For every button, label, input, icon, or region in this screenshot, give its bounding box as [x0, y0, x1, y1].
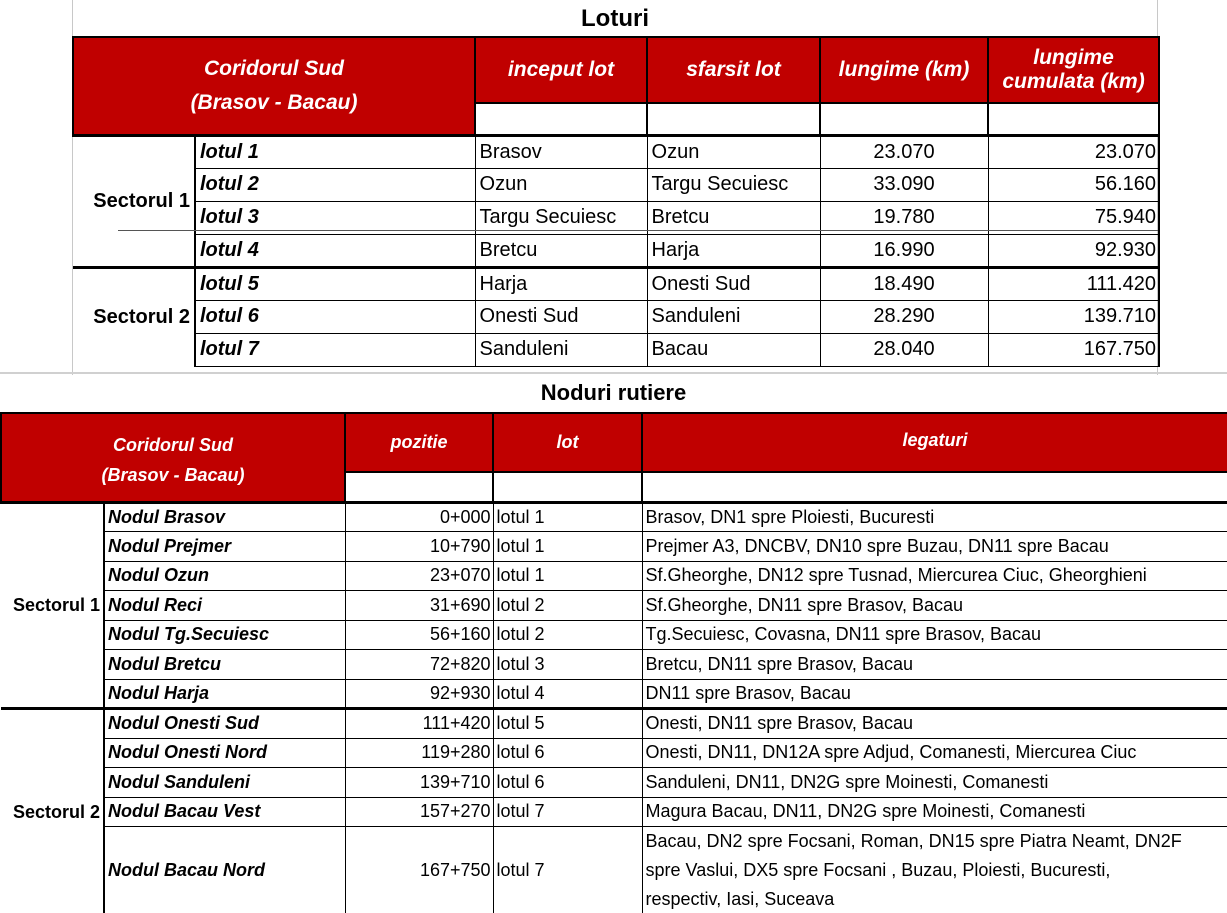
- node-position: 31+690: [345, 591, 493, 621]
- lot-cumulative: 75.940: [988, 201, 1159, 234]
- links-line: Bacau, DN2 spre Focsani, Roman, DN15 spre Piatra Neamt, DN2F: [645, 831, 1182, 851]
- loturi-table: [72, 36, 1160, 367]
- table-row: [73, 267, 1159, 300]
- loturi-header-cumulative: [988, 37, 1159, 103]
- noduri-title: Noduri rutiere: [540, 380, 687, 405]
- node-name: Nodul Prejmer: [104, 532, 345, 562]
- lot-name: lotul 4: [195, 234, 475, 267]
- lot-end: Sanduleni: [647, 300, 820, 333]
- table-row: [73, 300, 1159, 333]
- node-position: 56+160: [345, 620, 493, 650]
- blank-cell: [820, 103, 988, 135]
- node-links: Brasov, DN1 spre Ploiesti, Bucuresti: [642, 502, 1227, 532]
- node-name: Nodul Tg.Secuiesc: [104, 620, 345, 650]
- table-row: [1, 797, 1227, 827]
- table-row: [1, 679, 1227, 709]
- lot-length: 19.780: [820, 201, 988, 234]
- table-row: [1, 738, 1227, 768]
- loturi-header-corridor: [73, 37, 475, 135]
- table-row: [73, 168, 1159, 201]
- node-name: Nodul Onesti Nord: [104, 738, 345, 768]
- lot-name: lotul 5: [195, 267, 475, 300]
- noduri-table: [0, 412, 1227, 913]
- node-name: Nodul Bretcu: [104, 650, 345, 680]
- node-lot: lotul 7: [493, 797, 642, 827]
- blank-cell: [988, 103, 1159, 135]
- lot-end: Ozun: [647, 135, 820, 168]
- node-name: Nodul Reci: [104, 591, 345, 621]
- lot-length: 16.990: [820, 234, 988, 267]
- node-position: 23+070: [345, 561, 493, 591]
- node-lot: lotul 6: [493, 738, 642, 768]
- table-row: [73, 135, 1159, 168]
- node-name: Nodul Sanduleni: [104, 768, 345, 798]
- noduri-header-corridor: [1, 413, 345, 502]
- blank-cell: [345, 472, 493, 502]
- node-lot: lotul 1: [493, 532, 642, 562]
- lot-end: Targu Secuiesc: [647, 168, 820, 201]
- blank-cell: [642, 472, 1227, 502]
- lot-cumulative: 56.160: [988, 168, 1159, 201]
- node-lot: lotul 7: [493, 827, 642, 913]
- corridor-line1: Coridorul Sud: [113, 435, 233, 455]
- lot-start: Brasov: [475, 135, 647, 168]
- sector-label: Sectorul 2: [1, 709, 104, 913]
- corridor-line2: (Brasov - Bacau): [190, 90, 358, 114]
- node-links: Sf.Gheorghe, DN12 spre Tusnad, Miercurea Ciuc, Gheorghieni: [642, 561, 1227, 591]
- table-row: [1, 620, 1227, 650]
- loturi-header-end: sfarsit lot: [647, 37, 820, 103]
- corridor-line2: (Brasov - Bacau): [101, 465, 245, 485]
- node-links: Sf.Gheorghe, DN11 spre Brasov, Bacau: [642, 591, 1227, 621]
- sector-label: Sectorul 1: [1, 502, 104, 709]
- node-position: 119+280: [345, 738, 493, 768]
- loturi-header-start: inceput lot: [475, 37, 647, 103]
- node-position: 0+000: [345, 502, 493, 532]
- node-position: 139+710: [345, 768, 493, 798]
- table-row: [73, 234, 1159, 267]
- loturi-header-row: [73, 37, 1159, 103]
- links-line: spre Vaslui, DX5 spre Focsani , Buzau, Ploiesti, Bucuresti,: [645, 860, 1111, 880]
- loturi-header-length: lungime (km): [820, 37, 988, 103]
- lot-name: lotul 3: [195, 201, 475, 234]
- lot-length: 18.490: [820, 267, 988, 300]
- table-row: [1, 532, 1227, 562]
- node-lot: lotul 1: [493, 561, 642, 591]
- lot-start: Sanduleni: [475, 333, 647, 366]
- node-links: Onesti, DN11 spre Brasov, Bacau: [642, 709, 1227, 739]
- node-lot: lotul 2: [493, 620, 642, 650]
- noduri-header-row: [1, 413, 1227, 472]
- lot-length: 33.090: [820, 168, 988, 201]
- node-lot: lotul 3: [493, 650, 642, 680]
- cumulative-line2: cumulata (km): [1002, 70, 1145, 93]
- node-links: [642, 827, 1227, 913]
- table-row: [1, 561, 1227, 591]
- node-position: 72+820: [345, 650, 493, 680]
- lot-start: Targu Secuiesc: [475, 201, 647, 234]
- node-links: Onesti, DN11, DN12A spre Adjud, Comanesti, Miercurea Ciuc: [642, 738, 1227, 768]
- blank-cell: [647, 103, 820, 135]
- lot-name: lotul 2: [195, 168, 475, 201]
- node-name: Nodul Bacau Nord: [104, 827, 345, 913]
- strike-line: [118, 230, 1158, 231]
- blank-cell: [493, 472, 642, 502]
- lot-start: Harja: [475, 267, 647, 300]
- lot-end: Bacau: [647, 333, 820, 366]
- node-name: Nodul Bacau Vest: [104, 797, 345, 827]
- node-name: Nodul Harja: [104, 679, 345, 709]
- node-name: Nodul Brasov: [104, 502, 345, 532]
- lot-length: 28.290: [820, 300, 988, 333]
- sector-label: Sectorul 2: [73, 267, 195, 366]
- node-position: 92+930: [345, 679, 493, 709]
- node-links: Tg.Secuiesc, Covasna, DN11 spre Brasov, Bacau: [642, 620, 1227, 650]
- noduri-header-lot: lot: [493, 413, 642, 472]
- lot-start: Ozun: [475, 168, 647, 201]
- lot-cumulative: 167.750: [988, 333, 1159, 366]
- lot-name: lotul 7: [195, 333, 475, 366]
- table-row: [1, 768, 1227, 798]
- table-row: [73, 333, 1159, 366]
- lot-cumulative: 111.420: [988, 267, 1159, 300]
- lot-cumulative: 92.930: [988, 234, 1159, 267]
- node-position: 111+420: [345, 709, 493, 739]
- node-links: Bretcu, DN11 spre Brasov, Bacau: [642, 650, 1227, 680]
- blank-cell: [475, 103, 647, 135]
- lot-start: Bretcu: [475, 234, 647, 267]
- node-position: 10+790: [345, 532, 493, 562]
- node-links: Sanduleni, DN11, DN2G spre Moinesti, Comanesti: [642, 768, 1227, 798]
- table-row: [1, 650, 1227, 680]
- lot-end: Onesti Sud: [647, 267, 820, 300]
- node-lot: lotul 1: [493, 502, 642, 532]
- node-lot: lotul 5: [493, 709, 642, 739]
- corridor-line1: Coridorul Sud: [204, 56, 344, 80]
- sector-label: Sectorul 1: [73, 135, 195, 267]
- table-row: [1, 591, 1227, 621]
- node-links: Magura Bacau, DN11, DN2G spre Moinesti, Comanesti: [642, 797, 1227, 827]
- lot-name: lotul 1: [195, 135, 475, 168]
- node-position: 167+750: [345, 827, 493, 913]
- loturi-title: Loturi: [581, 5, 649, 32]
- lot-end: Harja: [647, 234, 820, 267]
- table-row: [1, 709, 1227, 739]
- node-lot: lotul 4: [493, 679, 642, 709]
- links-line: respectiv, Iasi, Suceava: [645, 889, 835, 909]
- noduri-header-links: legaturi: [642, 413, 1227, 472]
- cumulative-line1: lungime: [1033, 46, 1114, 69]
- node-lot: lotul 2: [493, 591, 642, 621]
- lot-length: 23.070: [820, 135, 988, 168]
- table-row: [1, 827, 1227, 913]
- table-row: [1, 502, 1227, 532]
- node-name: Nodul Ozun: [104, 561, 345, 591]
- node-lot: lotul 6: [493, 768, 642, 798]
- lot-cumulative: 23.070: [988, 135, 1159, 168]
- noduri-header-position: pozitie: [345, 413, 493, 472]
- node-links: Prejmer A3, DNCBV, DN10 spre Buzau, DN11 spre Bacau: [642, 532, 1227, 562]
- lot-end: Bretcu: [647, 201, 820, 234]
- lot-start: Onesti Sud: [475, 300, 647, 333]
- lot-name: lotul 6: [195, 300, 475, 333]
- lot-cumulative: 139.710: [988, 300, 1159, 333]
- section-divider: [0, 372, 1227, 374]
- lot-length: 28.040: [820, 333, 988, 366]
- node-name: Nodul Onesti Sud: [104, 709, 345, 739]
- node-position: 157+270: [345, 797, 493, 827]
- node-links: DN11 spre Brasov, Bacau: [642, 679, 1227, 709]
